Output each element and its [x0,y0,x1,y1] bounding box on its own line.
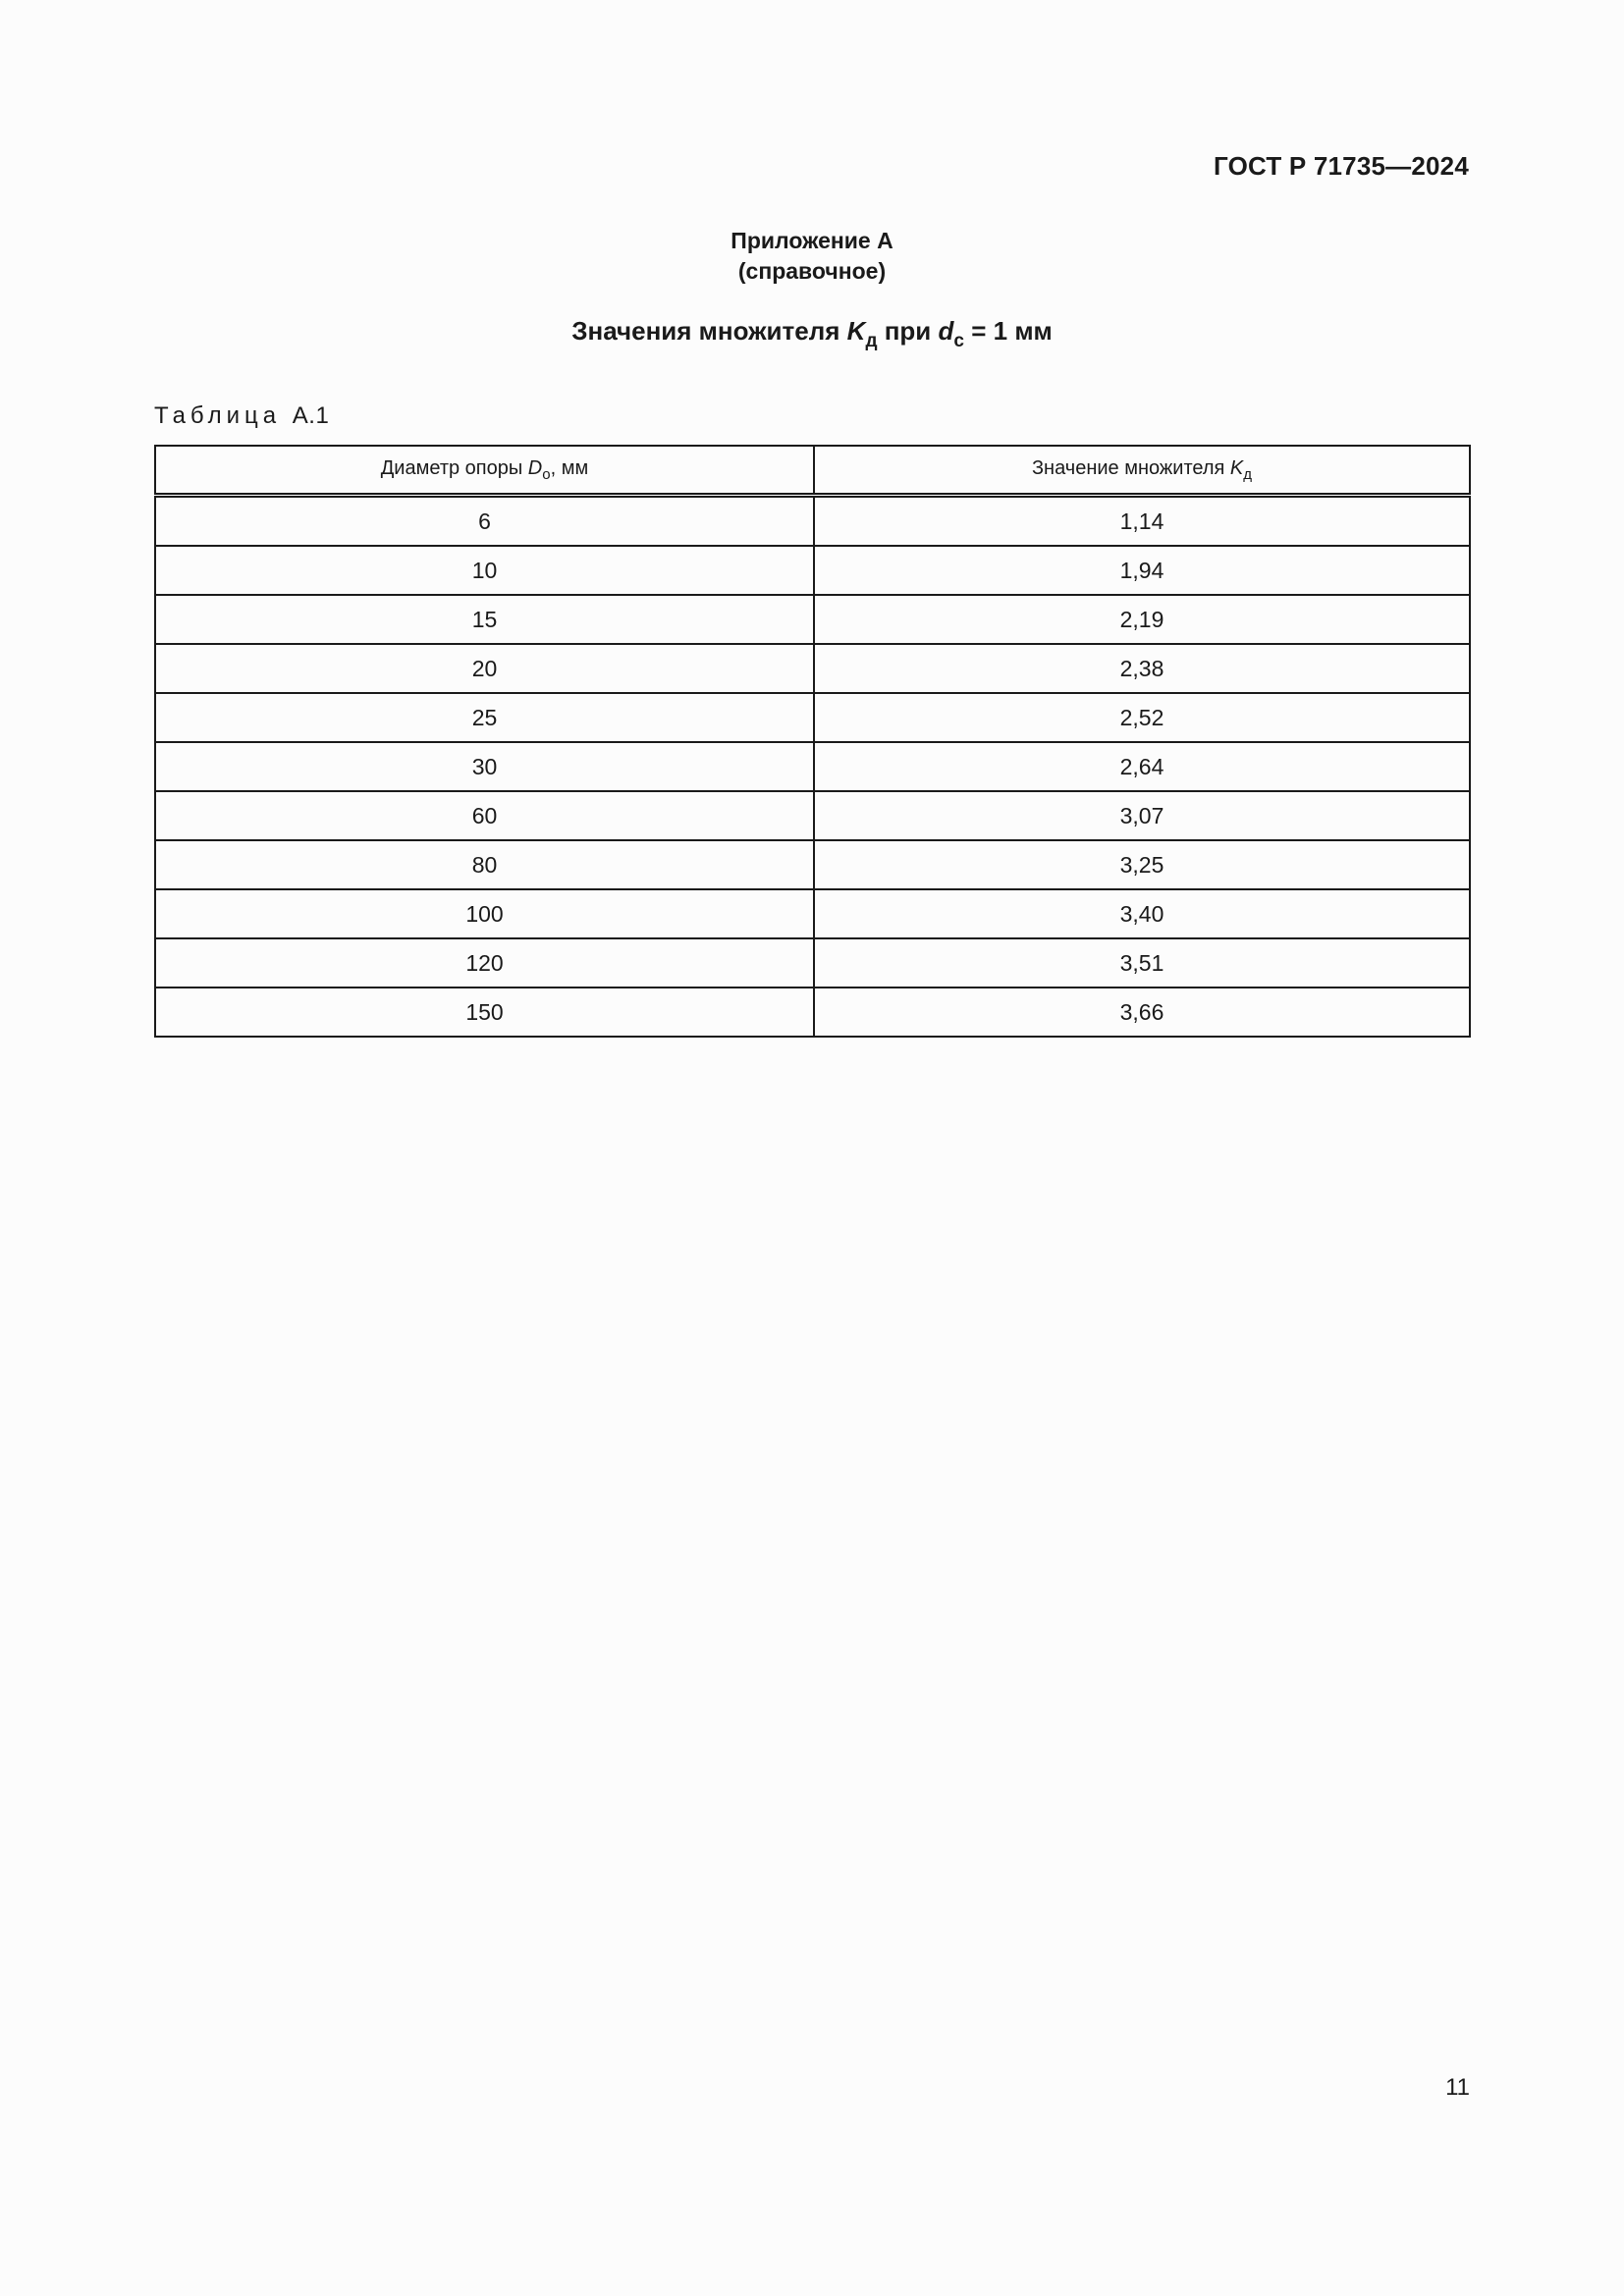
page-number: 11 [1445,2074,1470,2101]
table-row [155,546,1470,595]
cell-diameter: 150 [155,988,814,1037]
section-title-prefix: Значения множителя [571,316,847,346]
cell-diameter: 30 [155,742,814,791]
cell-diameter: 25 [155,693,814,742]
cell-multiplier: 3,07 [814,791,1470,840]
appendix-heading [641,226,983,287]
table-row [155,889,1470,938]
table-row [155,693,1470,742]
table-header-row [155,446,1470,496]
header-diameter-symbol: D [527,456,543,479]
cell-multiplier: 3,25 [814,840,1470,889]
table-caption-label: Таблица [154,402,282,429]
cell-diameter: 10 [155,546,814,595]
header-diameter-prefix: Диаметр опоры [380,456,528,479]
cell-multiplier: 2,52 [814,693,1470,742]
document-code: ГОСТ Р 71735—2024 [1214,151,1469,181]
header-multiplier-symbol: K [1229,456,1244,479]
k-symbol: K [846,316,866,346]
cell-diameter: 20 [155,644,814,693]
table-caption-number: А.1 [292,402,330,429]
table-row [155,595,1470,644]
cell-diameter: 15 [155,595,814,644]
cell-diameter: 60 [155,791,814,840]
table-row [155,496,1470,547]
table-row [155,644,1470,693]
header-multiplier-prefix: Значение множителя [1031,456,1230,479]
header-multiplier-subscript: д [1243,465,1253,483]
cell-multiplier: 2,19 [814,595,1470,644]
cell-multiplier: 3,51 [814,938,1470,988]
section-title-middle: при [877,316,939,346]
section-title-suffix: = 1 мм [964,316,1053,346]
cell-multiplier: 2,64 [814,742,1470,791]
table-row [155,840,1470,889]
table-row [155,988,1470,1037]
cell-multiplier: 3,66 [814,988,1470,1037]
table-caption [154,402,329,430]
multiplier-table [154,445,1471,1038]
cell-diameter: 120 [155,938,814,988]
cell-diameter: 100 [155,889,814,938]
table-row [155,791,1470,840]
d-subscript: с [953,331,964,351]
cell-multiplier: 1,94 [814,546,1470,595]
cell-multiplier: 1,14 [814,496,1470,547]
cell-multiplier: 3,40 [814,889,1470,938]
k-subscript: д [865,331,878,351]
appendix-title: Приложение А [731,228,893,253]
cell-diameter: 6 [155,496,814,547]
appendix-subtitle: (справочное) [737,258,887,284]
table-row [155,938,1470,988]
cell-diameter: 80 [155,840,814,889]
cell-multiplier: 2,38 [814,644,1470,693]
header-diameter-suffix: , мм [550,456,589,479]
header-diameter [155,446,814,496]
d-symbol: d [938,316,954,346]
header-diameter-subscript: о [542,465,551,483]
section-title [445,316,1179,352]
table-row [155,742,1470,791]
header-multiplier [814,446,1470,496]
